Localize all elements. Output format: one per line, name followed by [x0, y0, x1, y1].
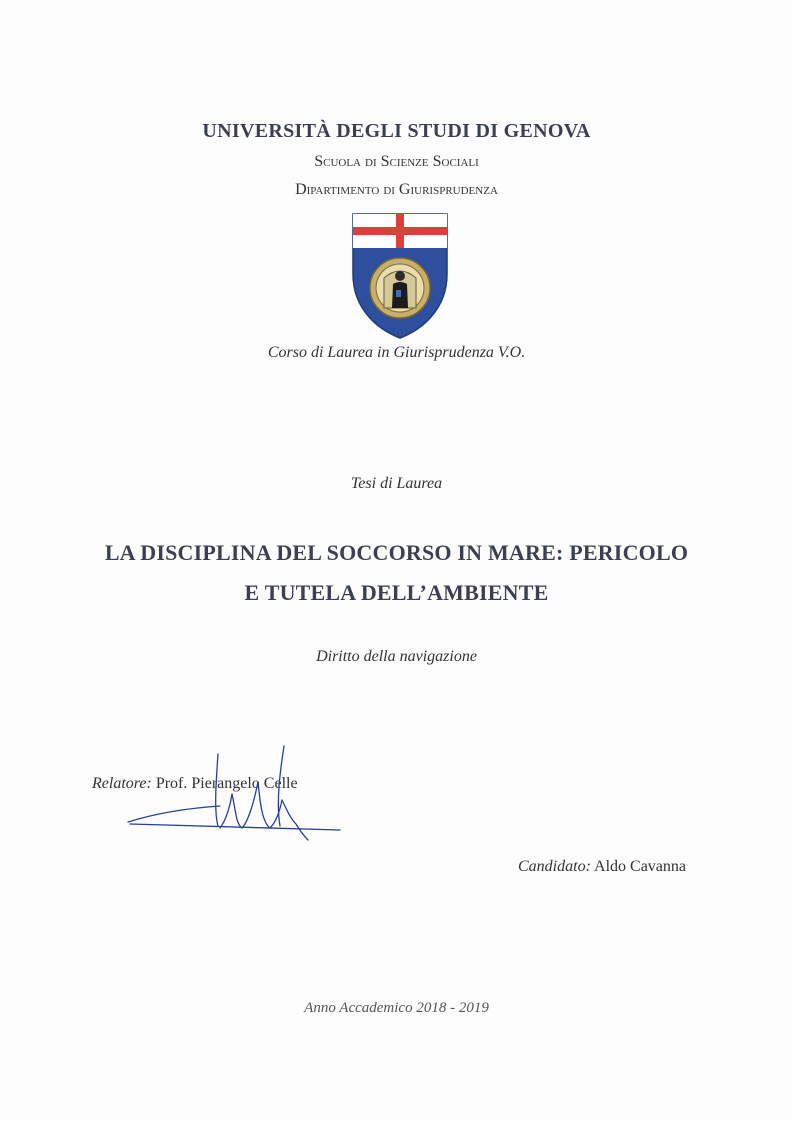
course-name: Corso di Laurea in Giurisprudenza V.O.: [267, 344, 526, 361]
university-name: UNIVERSITÀ DEGLI STUDI DI GENOVA: [202, 120, 591, 142]
relatore-label: Relatore:: [92, 775, 152, 792]
handwritten-signature-icon: [120, 742, 350, 842]
relatore-name: Prof. Pierangelo Celle: [155, 775, 298, 792]
school-name: Scuola di Scienze Sociali: [314, 153, 479, 170]
academic-year: Anno Accademico 2018 - 2019: [304, 1000, 489, 1016]
subject-name: Diritto della navigazione: [316, 648, 477, 665]
department-name: Dipartimento di Giurisprudenza: [295, 181, 498, 198]
candidato-label: Candidato:: [518, 858, 591, 875]
candidato-line: [518, 858, 686, 876]
thesis-label: Tesi di Laurea: [350, 475, 443, 492]
thesis-title-line-2: E TUTELA DELL’AMBIENTE: [244, 580, 549, 605]
candidato-name: Aldo Cavanna: [594, 858, 686, 875]
university-crest-icon: [351, 212, 449, 340]
thesis-title-line-1: LA DISCIPLINA DEL SOCCORSO IN MARE: PERICOLO: [104, 540, 689, 565]
